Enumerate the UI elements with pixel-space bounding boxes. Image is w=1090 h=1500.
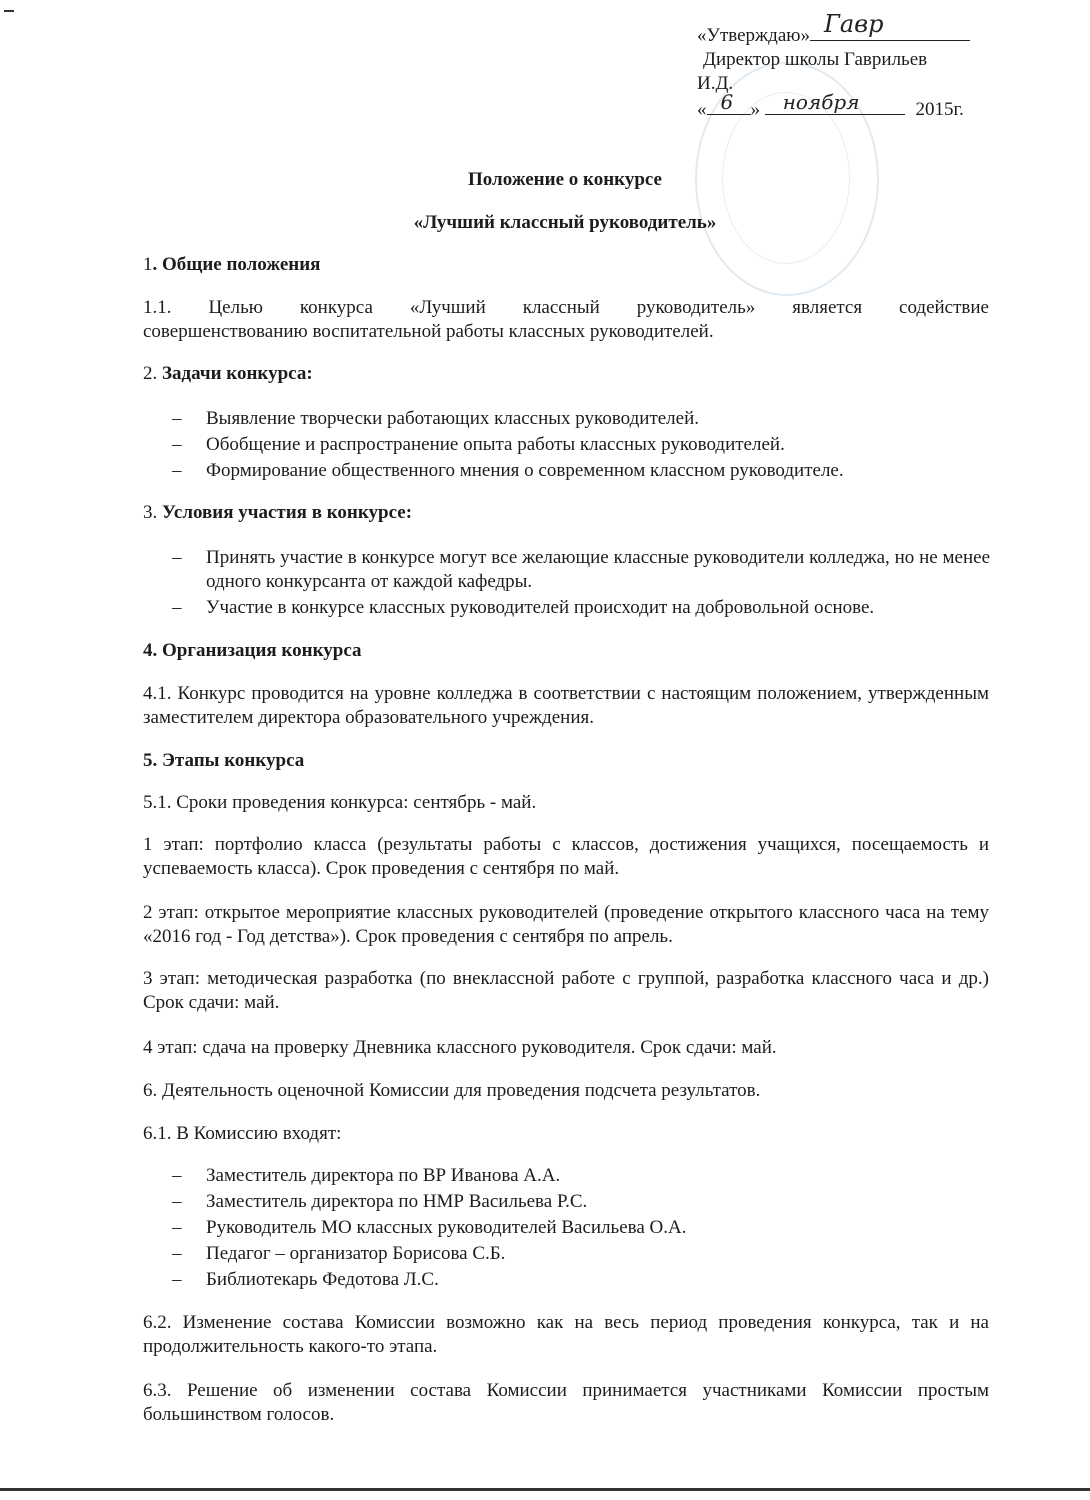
approval-initials: И.Д. — [697, 73, 734, 94]
section-2-number: 2. — [143, 363, 162, 384]
list-item-text: Участие в конкурсе классных руководителей происходит на добровольной основе. — [206, 597, 875, 618]
scan-bottom-edge — [0, 1488, 1090, 1491]
section-3-heading — [143, 501, 989, 525]
paragraph-1-1-line-2: совершенствованию воспитательной работы классных руководителей. — [143, 321, 714, 342]
date-day-line — [707, 90, 751, 115]
approval-label: «Утверждаю» — [697, 25, 810, 46]
section-5-heading: 5. Этапы конкурса — [143, 750, 305, 771]
list-item-text: Обобщение и распространение опыта работы классных руководителей. — [206, 434, 785, 455]
list-dash: – — [172, 1165, 182, 1186]
list-dash: – — [172, 460, 182, 481]
list-item-text: Педагог – организатор Борисова С.Б. — [206, 1243, 506, 1264]
approval-block — [697, 10, 997, 122]
date-quote-open: « — [697, 99, 707, 120]
list-item-text: Заместитель директора по ВР Иванова А.А. — [206, 1165, 561, 1186]
signature-line — [810, 10, 970, 41]
document-title: Положение о конкурсе — [468, 169, 662, 190]
approval-position: Директор школы Гаврильев — [703, 49, 928, 70]
approval-date — [697, 90, 997, 122]
list-dash: – — [172, 1243, 182, 1264]
section-3-number: 3. — [143, 502, 162, 523]
stage-4: 4 этап: сдача на проверку Дневника классного руководителя. Срок сдачи: май. — [143, 1037, 777, 1058]
paragraph-6-2: 6.2. Изменение состава Комиссии возможно как на весь период проведения конкурса, так и на продолжительность какого-то этапа. — [143, 1312, 989, 1357]
section-1-heading — [143, 253, 989, 277]
list-item-text: Принять участие в конкурсе могут все желающие классные руководители колледжа, но не менее одного конкурсанта от каждой кафедры. — [206, 547, 990, 592]
section-2-title: Задачи конкурса: — [162, 363, 313, 384]
list-item-text: Библиотекарь Федотова Л.С. — [206, 1269, 439, 1290]
section-3-title: Условия участия в конкурсе: — [162, 502, 413, 523]
list-dash: – — [172, 597, 182, 618]
stage-1: 1 этап: портфолио класса (результаты работы с классов, достижения учащихся, посещаемость и успеваемость класса). Срок проведения с сентября по май. — [143, 834, 989, 879]
paragraph-6-1: 6.1. В Комиссию входят: — [143, 1123, 342, 1144]
list-item-text: Формирование общественного мнения о современном классном руководителе. — [206, 460, 844, 481]
stage-3: 3 этап: методическая разработка (по внеклассной работе с группой, разработка классного часа и др.) Срок сдачи: май. — [143, 968, 989, 1013]
list-item-text: Выявление творчески работающих классных руководителей. — [206, 408, 700, 429]
list-item-text: Руководитель МО классных руководителей Васильева О.А. — [206, 1217, 687, 1238]
stage-2: 2 этап: открытое мероприятие классных руководителей (проведение открытого классного часа на тему «2016 год - Год детства»). Срок проведения с сентября по апрель. — [143, 902, 989, 947]
paragraph-5-1: 5.1. Сроки проведения конкурса: сентябрь - май. — [143, 792, 537, 813]
section-6-heading: 6. Деятельность оценочной Комиссии для проведения подсчета результатов. — [143, 1080, 761, 1101]
paragraph-4-1: 4.1. Конкурс проводится на уровне колледжа в соответствии с настоящим положением, утвержденным заместителем директора образовательного учреждения. — [143, 683, 989, 728]
section-1-number: 1 — [143, 254, 153, 275]
section-1-title: . Общие положения — [152, 254, 321, 275]
document-subtitle: «Лучший классный руководитель» — [413, 212, 717, 233]
date-month: ноября — [782, 90, 860, 114]
date-day: 6 — [720, 90, 734, 114]
scan-speck — [4, 10, 14, 12]
date-month-line — [765, 90, 905, 115]
section-4-heading: 4. Организация конкурса — [143, 640, 362, 661]
list-dash: – — [172, 408, 182, 429]
date-year: 2015г. — [915, 99, 964, 120]
signature: Гавр — [823, 10, 884, 38]
paragraph-1-1-line-1: 1.1. Целью конкурса «Лучший классный руководитель» является содействие — [143, 297, 989, 318]
approval-line-1 — [697, 10, 997, 48]
list-dash: – — [172, 1269, 182, 1290]
list-dash: – — [172, 1217, 182, 1238]
list-item-text: Заместитель директора по НМР Васильева Р.С. — [206, 1191, 588, 1212]
date-quote-close: » — [750, 99, 760, 120]
list-dash: – — [172, 434, 182, 455]
section-2-heading — [143, 362, 989, 386]
list-dash: – — [172, 1191, 182, 1212]
list-dash: – — [172, 547, 182, 568]
paragraph-6-3: 6.3. Решение об изменении состава Комиссии принимается участниками Комиссии простым большинством голосов. — [143, 1380, 989, 1425]
